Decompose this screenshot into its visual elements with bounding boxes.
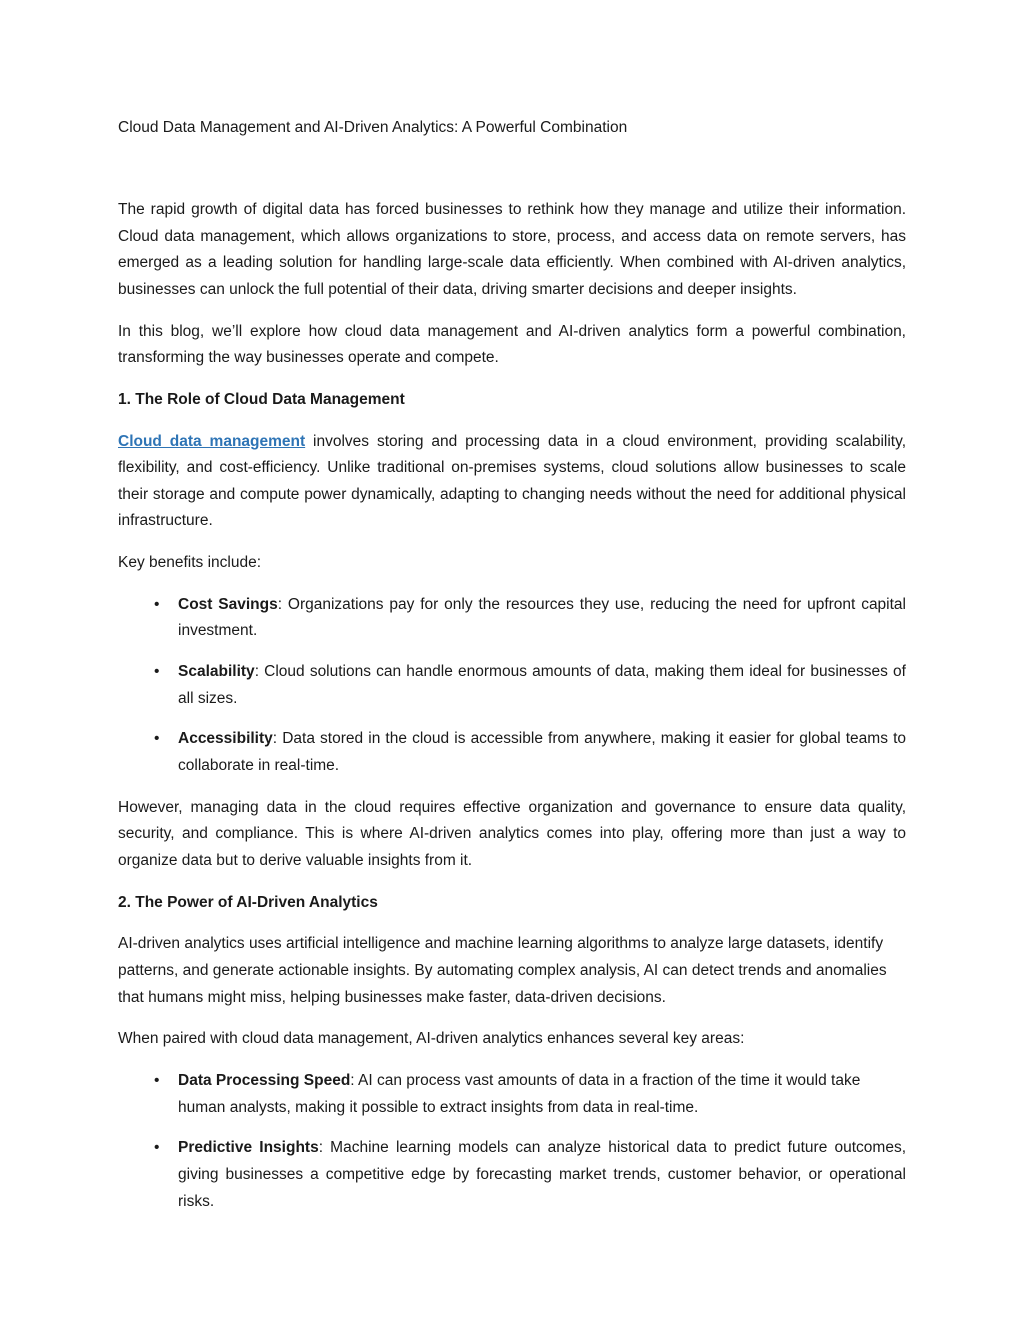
list-item-text: : Data stored in the cloud is accessible from anywhere, making it easier for global teams to collaborate in real-time. (178, 730, 906, 775)
list-item (118, 1135, 906, 1215)
section-1-heading: 1. The Role of Cloud Data Management (118, 390, 405, 408)
cloud-data-management-link[interactable]: Cloud data management (118, 432, 306, 450)
section-2-paragraph-1: AI-driven analytics uses artificial intelligence and machine learning algorithms to analyze large datasets, identify patterns, and generate actionable insights. By automating complex analysis, AI can detect trends and anomalies that humans might miss, helping businesses make faster, data-driven decisions. (118, 935, 887, 1006)
list-item-text: : Organizations pay for only the resources they use, reducing the need for upfront capital investment. (178, 595, 906, 640)
section-2-list-intro: When paired with cloud data management, AI-driven analytics enhances several key areas: (118, 1030, 745, 1048)
section-1-paragraph-text: involves storing and processing data in a cloud environment, providing scalability, flexibility, and cost-efficiency. Unlike traditional on-premises systems, cloud solutions allow businesses to scale their storage and compute power dynamically, adapting to changing needs without the need for additional physical infrastructure. (118, 432, 907, 530)
list-item-text: : Cloud solutions can handle enormous amounts of data, making them ideal for businesses of all sizes. (178, 663, 906, 707)
list-item-term: Cost Savings (178, 595, 278, 613)
section-1-benefits-list (118, 592, 906, 780)
document-body (118, 118, 906, 1230)
section-2-heading: 2. The Power of AI-Driven Analytics (118, 893, 378, 911)
bullet-icon: • (154, 1139, 160, 1157)
list-item-term: Accessibility (178, 730, 273, 748)
list-item (118, 592, 906, 645)
intro-paragraph-2: In this blog, we’ll explore how cloud data management and AI-driven analytics form a powerful combination, transforming the way businesses operate and compete. (118, 322, 906, 367)
list-item-term: Predictive Insights (178, 1139, 319, 1157)
section-1-closing-paragraph: However, managing data in the cloud requires effective organization and governance to ensure data quality, security, and compliance. This is where AI-driven analytics comes into play, offering more than just a way to organize data but to derive valuable insights from it. (118, 798, 906, 870)
intro-paragraph-1: The rapid growth of digital data has forced businesses to rethink how they manage and utilize their information. Cloud data management, which allows organizations to store, process, and access data on remote servers, has emerged as a leading solution for handling large-scale data efficiently. When combined with AI-driven analytics, businesses can unlock the full potential of their data, driving smarter decisions and deeper insights. (118, 200, 906, 298)
bullet-icon: • (154, 730, 160, 748)
list-item-text: : AI can process vast amounts of data in a fraction of the time it would take human analysts, making it possible to extract insights from data in real-time. (178, 1071, 861, 1116)
list-item-term: Scalability (178, 663, 255, 681)
list-item (118, 1068, 906, 1121)
document-title: Cloud Data Management and AI-Driven Analytics: A Powerful Combination (118, 119, 628, 136)
bullet-icon: • (154, 663, 160, 681)
list-item (118, 659, 906, 712)
section-1-list-intro: Key benefits include: (118, 554, 262, 572)
section-2-benefits-list (118, 1068, 906, 1215)
bullet-icon: • (154, 595, 160, 613)
list-item-text: : Machine learning models can analyze historical data to predict future outcomes, giving businesses a competitive edge by forecasting market trends, customer behavior, or operational risks. (178, 1139, 906, 1210)
list-item-term: Data Processing Speed (178, 1071, 351, 1089)
list-item (118, 726, 906, 779)
bullet-icon: • (154, 1071, 160, 1089)
section-1-paragraph-with-link (118, 429, 906, 536)
